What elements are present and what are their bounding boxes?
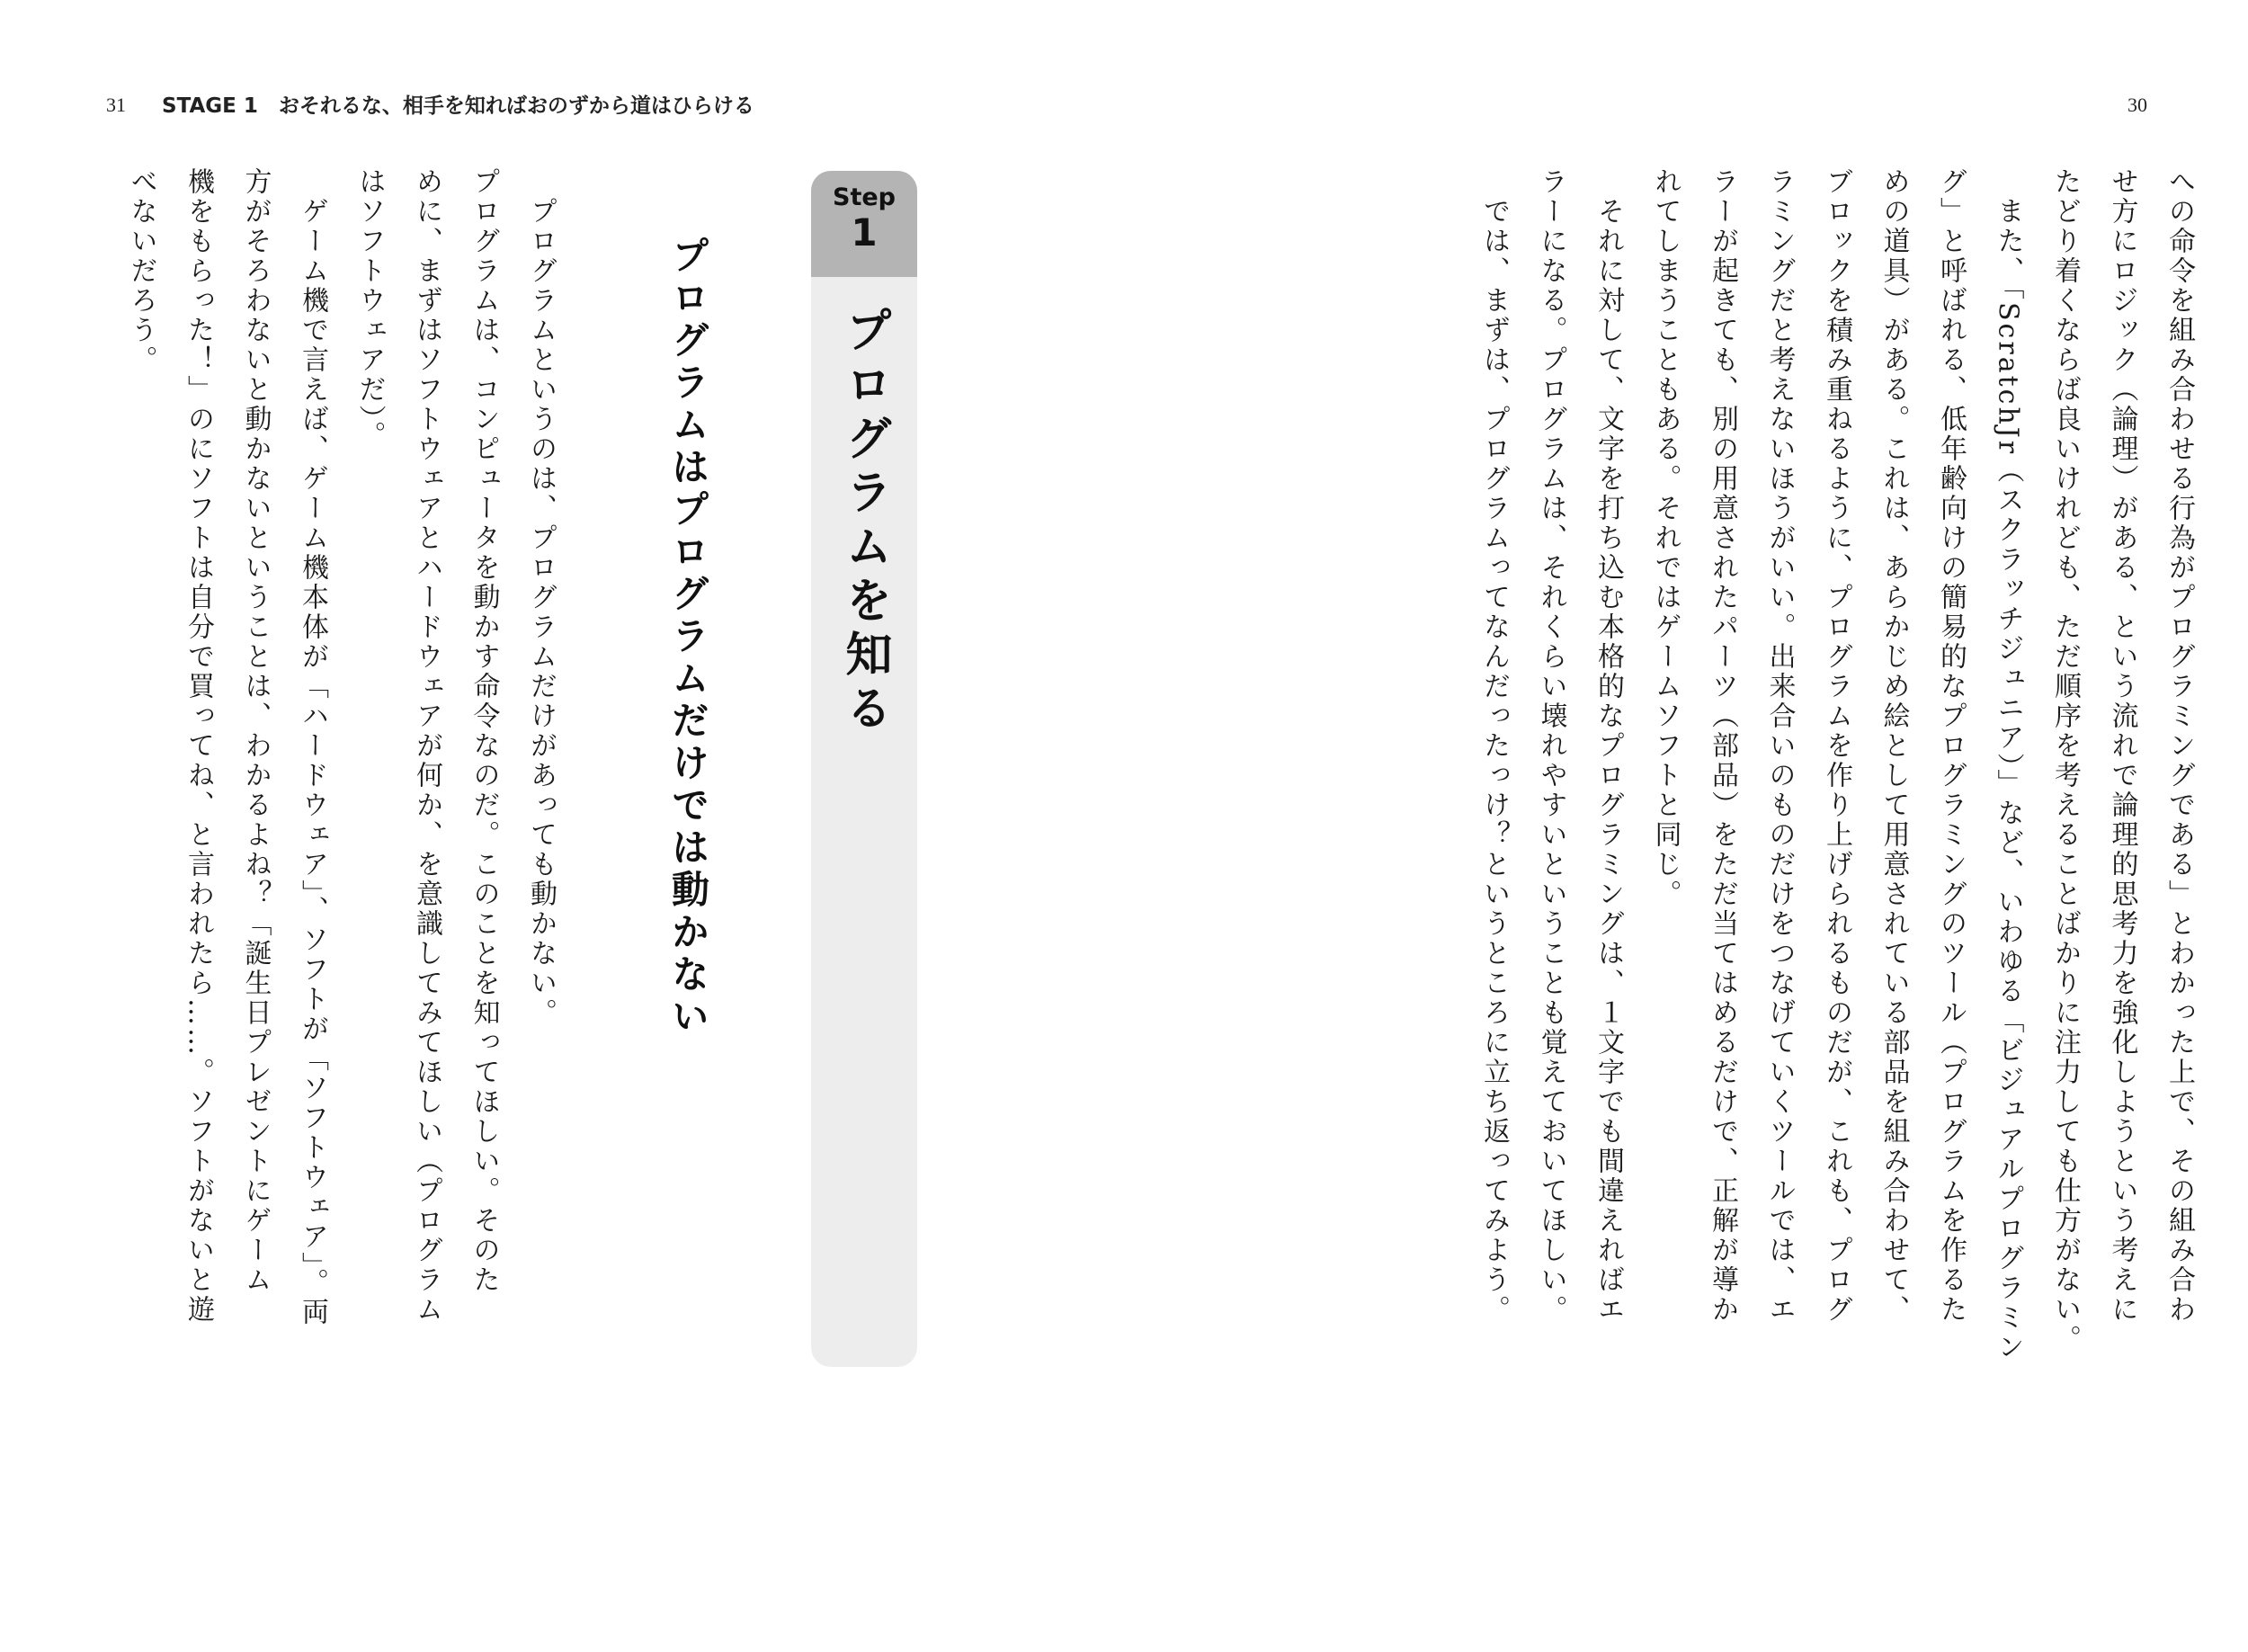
body-line: めの道具）がある。これは、あらかじめ絵として用意されている部品を組み合わせて、 <box>1878 167 1910 1325</box>
body-line: ラーになる。プログラムは、それくらい壊れやすいということも覚えておいてほしい。 <box>1535 167 1567 1325</box>
body-line: また、「ScratchJr（スクラッチジュニア）」など、いわゆる「ビジュアルプログラミン <box>1992 167 2024 1363</box>
body-line: れてしまうこともある。それではゲームソフトと同じ。 <box>1649 167 1682 909</box>
body-line: では、まずは、プログラムってなんだったっけ？というところに立ち返ってみよう。 <box>1478 167 1510 1325</box>
body-line: ブロックを積み重ねるように、プログラムを作り上げられるものだが、これも、プログ <box>1821 167 1852 1325</box>
body-line: それに対して、文字を打ち込む本格的なプログラミングは、１文字でも間違えればエ <box>1592 167 1624 1325</box>
body-line: はソフトウェアだ）。 <box>353 167 386 451</box>
section-heading: プログラムはプログラムだけでは動かない <box>666 236 710 1039</box>
body-line: ゲーム機で言えば、ゲーム機本体が「ハードウェア」、ソフトが「ソフトウェア」。両 <box>297 167 328 1327</box>
body-line: 方がそろわないと動かないということは、わかるよね？「誕生日プレゼントにゲーム <box>239 167 272 1295</box>
step-title: プログラムを知る <box>837 306 891 737</box>
body-line: プログラムというのは、プログラムだけがあっても動かない。 <box>525 167 557 1028</box>
left-page-number: 31 <box>106 94 126 116</box>
body-line: ラミングだと考えないほうがいい。出来合いのものだけをつなげていくツールでは、エ <box>1763 167 1796 1325</box>
step-badge <box>811 171 917 277</box>
body-line: ラーが起きても、別の用意されたパーツ（部品）をただ当てはめるだけで、正解が導か <box>1707 167 1738 1325</box>
body-line: めに、まずはソフトウェアとハードウェアが何か、を意識してみてほしい（プログラム <box>411 167 442 1325</box>
step-tab <box>811 171 917 1367</box>
body-line: せ方にロジック（論理）がある、という流れで論理的思考力を強化しようという考えに <box>2106 167 2138 1325</box>
body-line: たどり着くならば良いけれども、ただ順序を考えることばかりに注力しても仕方がない。 <box>2049 167 2081 1354</box>
running-head: STAGE 1 おそれるな、相手を知ればおのずから道はひらける <box>162 94 754 118</box>
body-line: 機をもらった！」のにソフトは自分で買ってね、と言われたら……。ソフトがないと遊 <box>183 167 214 1325</box>
step-number: 1 <box>851 210 878 254</box>
body-line: への命令を組み合わせる行為がプログラミングである」とわかった上で、その組み合わ <box>2163 167 2195 1325</box>
left-page-body <box>112 167 569 1426</box>
right-page-number: 30 <box>2128 94 2147 116</box>
right-page-body <box>1466 167 2208 1426</box>
body-line: グ」と呼ばれる、低年齢向けの簡易的なプログラミングのツール（プログラムを作るた <box>1935 167 1967 1325</box>
step-label: Step <box>833 183 896 211</box>
body-line: べないだろう。 <box>125 167 157 375</box>
body-line: プログラムは、コンピュータを動かす命令なのだ。このことを知ってほしい。そのた <box>468 167 500 1295</box>
